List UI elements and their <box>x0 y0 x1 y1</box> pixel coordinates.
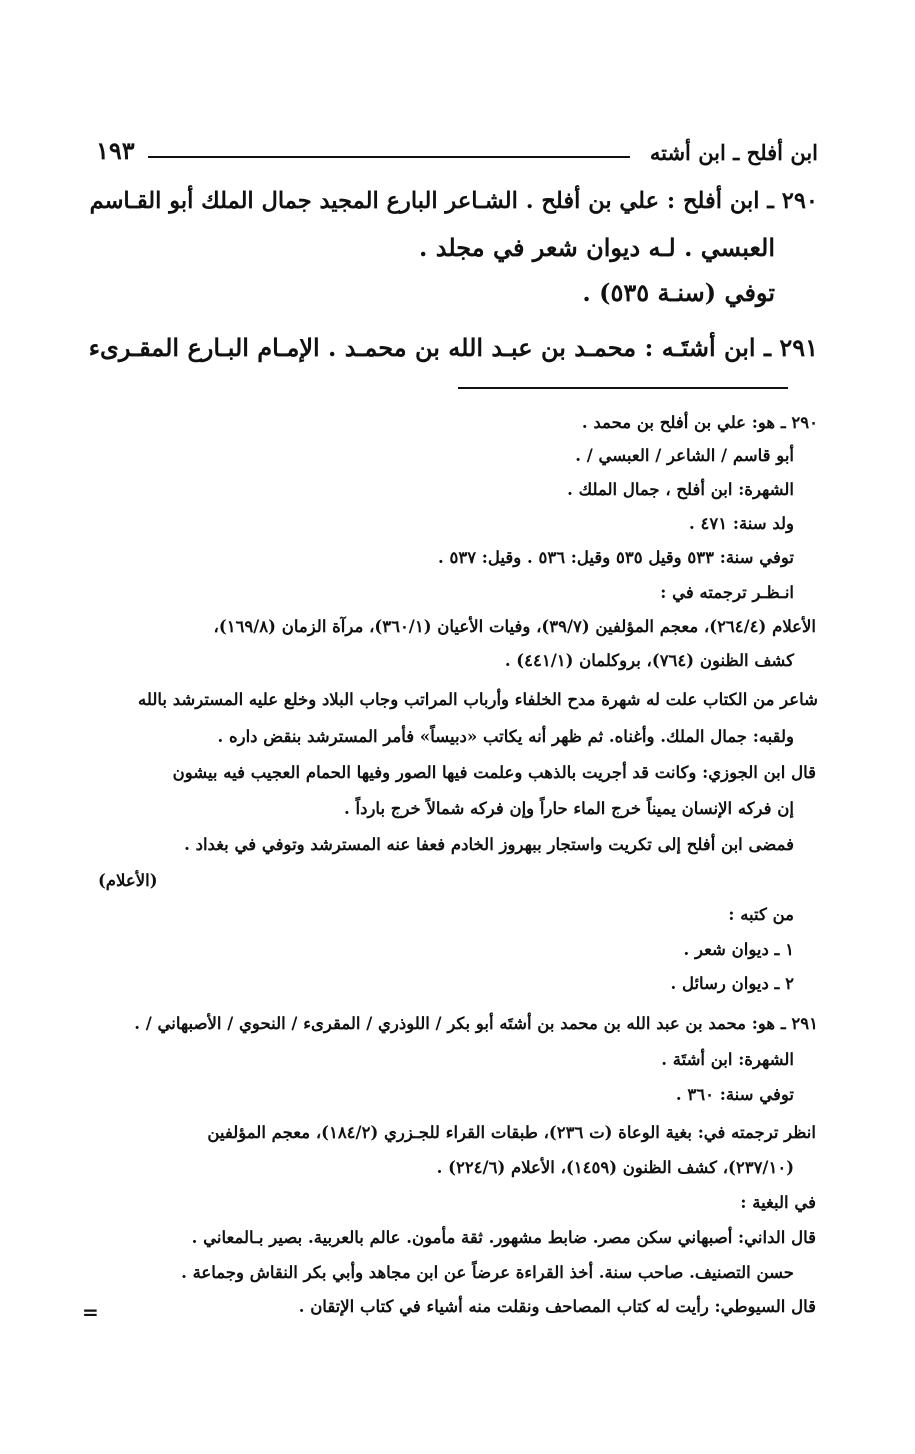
footnote-line: انظر ترجمته في: بغية الوعاة (ت ٢٣٦)، طبقات القراء للجـزري (١٨٤/٢)، معجم المؤلفين <box>207 1123 816 1142</box>
footnote-line: حسن التصنيف. صاحب سنة. أخذ القراءة عرضاً عن ابن مجاهد وأبي بكر النقاش وجماعة . <box>181 1263 794 1282</box>
footnote-line: ولقبه: جمال الملك. وأغناه. ثم ظهر أنه يكاتب «دبيساً» فأمر المسترشد بنقض داره . <box>217 727 794 746</box>
footnote-line: انـظـر ترجمته في : <box>660 583 794 602</box>
continuation-mark: = <box>82 1300 99 1324</box>
entry-290-line-2: العبسي . لـه ديوان شعر في مجلد . <box>419 233 775 262</box>
footnote-source: (الأعلام) <box>98 871 158 890</box>
footnote-line: توفي سنة: ٣٦٠ . <box>675 1085 794 1104</box>
footnote-line: إن فركه الإنسان يميناً خرج الماء حاراً وإن فركه شمالاً خرج بارداً . <box>344 799 794 818</box>
footnote-line: الشهرة: ابن أفلح ، جمال الملك . <box>567 480 794 499</box>
footnote-line: قال الداني: أصبهاني سكن مصر. ضابط مشهور. ثقة مأمون. عالم بالعربية. بصير بـالمعاني . <box>191 1228 816 1247</box>
footnote-line: (٢٣٧/١٠)، كشف الظنون (١٤٥٩)، الأعلام (٢٢٤/٦) . <box>436 1158 794 1177</box>
page-number: ١٩٣ <box>96 136 135 165</box>
footnote-line: ١ ـ ديوان شعر . <box>683 940 794 959</box>
footnote-line: ٢٩١ ـ هو: محمد بن عبد الله بن محمد بن أشتَه أبو بكر / اللوذري / المقرىء / النحوي / الأصبهاني / . <box>134 1014 818 1033</box>
footnote-line: الشهرة: ابن أشتَة . <box>661 1050 794 1069</box>
entry-290-line-3: توفي (سنـة ٥٣٥) . <box>582 278 775 307</box>
footnote-line: قال ابن الجوزي: وكانت قد أجريت بالذهب وعلمت فيها الصور وفيها الحمام العجيب فيه بيشون <box>172 763 816 782</box>
entry-290-line-1: ٢٩٠ ـ ابن أفلح : علي بن أفلح . الشـاعر البارع المجيد جمال الملك أبو القـاسم <box>89 188 818 214</box>
footnote-line: ولد سنة: ٤٧١ . <box>689 514 794 533</box>
footnote-line: توفي سنة: ٥٣٣ وقيل ٥٣٥ وقيل: ٥٣٦ . وقيل: ٥٣٧ . <box>437 548 794 567</box>
footnote-line: قال السيوطي: رأيت له كتاب المصاحف ونقلت منه أشياء في كتاب الإتقان . <box>298 1297 816 1316</box>
footnote-line: من كتبه : <box>728 905 794 924</box>
footnote-line: فمضى ابن أفلح إلى تكريت واستجار ببهروز الخادم فعفا عنه المسترشد وتوفي في بغداد . <box>184 835 794 854</box>
footnote-line: الأعلام (٢٦٤/٤)، معجم المؤلفين (٣٩/٧)، وفيات الأعيان (٣٦٠/١)، مرآة الزمان (١٦٩/٨)، <box>213 617 816 636</box>
header-rule <box>148 156 630 158</box>
running-header-title: ابن أفلح ـ ابن أشته <box>649 140 818 165</box>
footnote-line: ٢٩٠ ـ هو: علي بن أفلح بن محمد . <box>581 413 818 432</box>
footnote-line: أبو قاسم / الشاعر / العبسي / . <box>575 446 794 465</box>
footnote-line: كشف الظنون (٧٦٤)، بروكلمان (٤٤١/١) . <box>504 651 794 670</box>
footnote-rule <box>458 387 788 389</box>
footnote-line: ٢ ـ ديوان رسائل . <box>670 974 794 993</box>
footnote-line: في البغية : <box>740 1193 816 1212</box>
footnote-line: شاعر من الكتاب علت له شهرة مدح الخلفاء وأرباب المراتب وجاب البلاد وخلع عليه المسترشد بالله <box>138 690 818 709</box>
entry-291-line-1: ٢٩١ ـ ابن أشتَـه : محمـد بن عبـد الله بن محمـد . الإمـام البـارع المقـرىء <box>88 333 818 362</box>
